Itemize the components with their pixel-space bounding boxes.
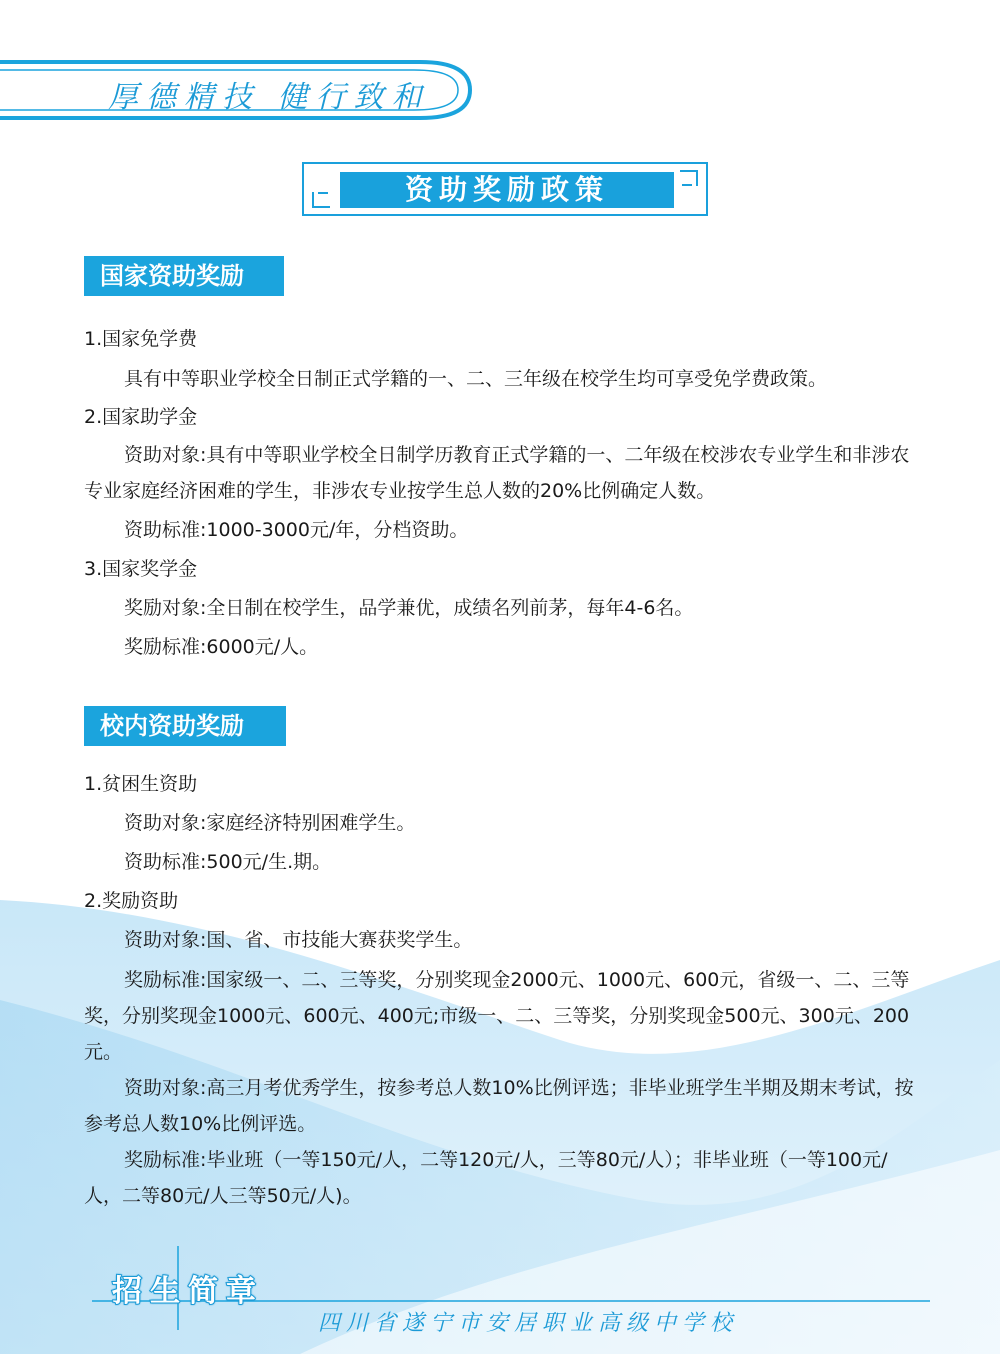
footer-brand: 招生简章: [112, 1274, 264, 1309]
item-paragraph: 具有中等职业学校全日制正式学籍的一、二、三年级在校学生均可享受免学费政策。: [124, 368, 828, 390]
item-paragraph: 资助对象:家庭经济特别困难学生。: [124, 812, 416, 834]
item-paragraph: 资助对象:国、省、市技能大赛获奖学生。: [124, 929, 473, 951]
header-motto: 厚德精技 健行致和: [108, 80, 430, 115]
corner-ornament-icon: [312, 192, 330, 208]
item-paragraph: 奖励标准:6000元/人。: [124, 636, 319, 658]
item-title: 1.国家免学费: [84, 328, 198, 350]
footer-school-name: 四川省遂宁市安居职业高级中学校: [318, 1311, 739, 1336]
item-paragraph: 资助标准:1000-3000元/年，分档资助。: [124, 519, 469, 541]
item-paragraph: 资助对象:具有中等职业学校全日制学历教育正式学籍的一、二年级在校涉农专业学生和非涉农专业家庭经济困难的学生，非涉农专业按学生总人数的20%比例确定人数。: [84, 444, 910, 502]
item-title: 2.奖励资助: [84, 890, 179, 912]
item-title: 3.国家奖学金: [84, 558, 198, 580]
section-heading: 校内资助奖励: [84, 706, 286, 746]
section-heading: 国家资助奖励: [84, 256, 284, 296]
item-paragraph: 奖励对象:全日制在校学生，品学兼优，成绩名列前茅，每年4-6名。: [124, 597, 694, 619]
item-title: 1.贫困生资助: [84, 773, 198, 795]
item-paragraph: 资助标准:500元/生.期。: [124, 851, 332, 873]
corner-ornament-icon: [680, 170, 698, 186]
item-paragraph: 资助对象:高三月考优秀学生，按参考总人数10%比例评选；非毕业班学生半期及期末考试，按参考总人数10%比例评选。: [84, 1077, 914, 1135]
item-paragraph: 奖励标准:国家级一、二、三等奖，分别奖现金2000元、1000元、600元，省级一、二、三等奖，分别奖现金1000元、600元、400元;市级一、二、三等奖，分别奖现金500元、300元、200元。: [84, 969, 910, 1063]
item-title: 2.国家助学金: [84, 406, 198, 428]
main-title: 资助奖励政策: [340, 172, 674, 208]
main-title-box: [302, 162, 708, 216]
item-paragraph: 奖励标准:毕业班（一等150元/人，二等120元/人，三等80元/人）；非毕业班（一等100元/人，二等80元/人三等50元/人)。: [84, 1149, 888, 1207]
